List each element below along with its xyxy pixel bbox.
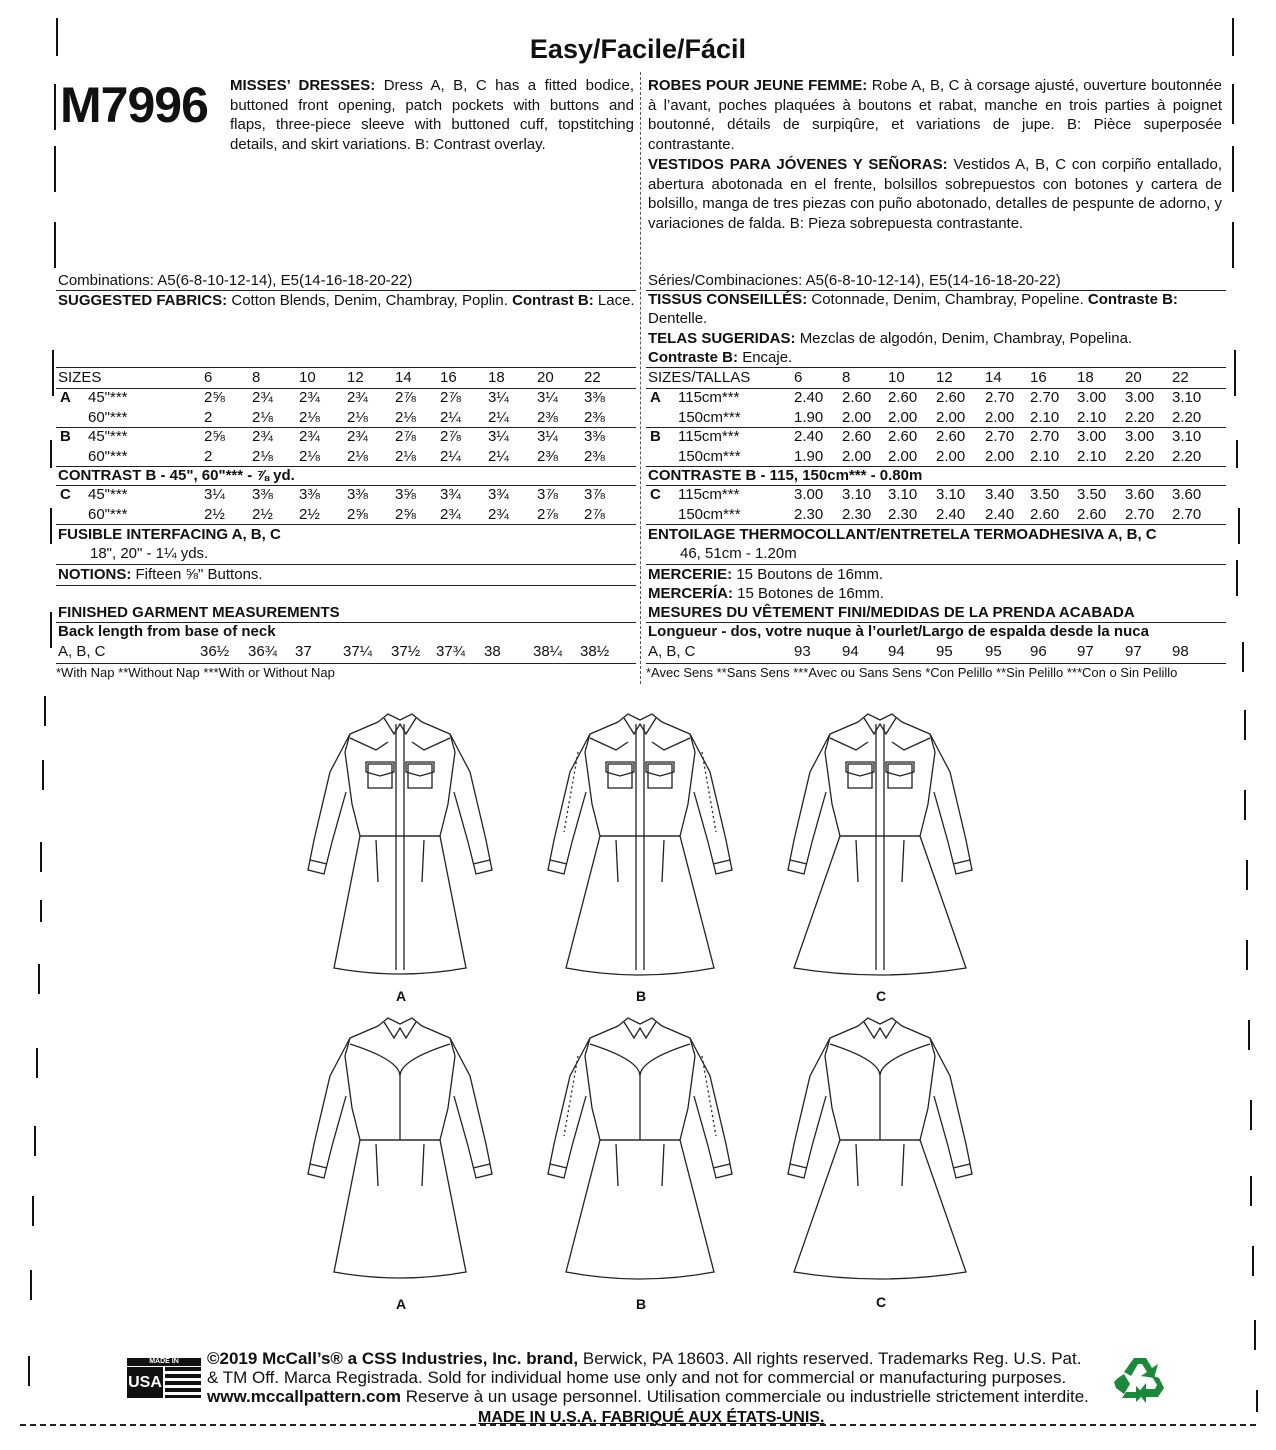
- crop-mark: [1242, 642, 1244, 672]
- yardage-cell: 3⅝: [395, 486, 416, 503]
- yardage-cell: 2.40: [985, 505, 1015, 523]
- view-label: A: [396, 1296, 407, 1312]
- size-label: 8: [252, 369, 261, 386]
- yardage-cell: 2⅝: [204, 389, 225, 406]
- description-es: VESTIDOS PARA JÓVENES Y SEÑORAS: Vestidos A, B, C con corpiño entallado, abertura abotonada en el frente, bolsillos sobrepuestos con botones y cartera de bolsillo, manga de tres piezas con puño abotonado, detalles de pespunte de adorno, y variaciones de falda. B: Pieza sobrepuesta contrastante.: [648, 156, 1223, 232]
- yardage-cell: 2.70: [1030, 428, 1060, 445]
- yardage-cell: 3.10: [936, 486, 966, 503]
- crop-mark: [54, 146, 56, 192]
- crop-mark: [28, 1356, 30, 1386]
- fabric-width: 60"***: [88, 447, 128, 465]
- yardage-cell: 3.00: [1077, 428, 1107, 445]
- size-label: 20: [537, 369, 554, 386]
- divider: [56, 524, 636, 525]
- size-label: 12: [347, 369, 364, 386]
- measure-value: 97: [1077, 643, 1094, 660]
- dress-front-b: [520, 712, 760, 992]
- yardage-cell: 2.10: [1030, 447, 1060, 465]
- yardage-cell: 2⅝: [347, 505, 368, 523]
- yardage-cell: 2¼: [440, 447, 461, 465]
- measure-value: 37½: [391, 643, 421, 660]
- copyright-line-3: www.mccallpattern.com Reserve à un usage personnel. Utilisation commerciale ou industrielle strictement interdite.: [207, 1387, 1089, 1406]
- notions: NOTIONS: Fifteen ⅝" Buttons.: [58, 566, 263, 583]
- divider: [56, 585, 636, 586]
- yardage-cell: 3¼: [488, 389, 509, 406]
- contrast-b: CONTRASTE B - 115, 150cm*** - 0.80m: [648, 467, 923, 484]
- crop-mark: [56, 18, 58, 56]
- view-label: C: [650, 486, 661, 503]
- yardage-cell: 2.60: [888, 428, 918, 445]
- yardage-cell: 3¾: [440, 486, 461, 503]
- yardage-cell: 3.40: [985, 486, 1015, 503]
- yardage-cell: 2.00: [936, 408, 966, 426]
- divider: [56, 367, 636, 368]
- yardage-cell: 3¼: [537, 389, 558, 406]
- yardage-cell: 2.60: [936, 428, 966, 445]
- measure-value: 38¼: [533, 643, 563, 660]
- yardage-cell: 2.10: [1030, 408, 1060, 426]
- yardage-cell: 3.50: [1077, 486, 1107, 503]
- crop-mark: [1232, 84, 1234, 124]
- measure-value: 37: [295, 643, 312, 660]
- yardage-cell: 3.10: [842, 486, 872, 503]
- divider: [646, 367, 1226, 368]
- yardage-cell: 2: [204, 408, 213, 426]
- yardage-cell: 2⅛: [395, 447, 416, 465]
- yardage-cell: 2.70: [1125, 505, 1155, 523]
- yardage-cell: 2¼: [488, 447, 509, 465]
- crop-mark: [54, 84, 56, 130]
- view-label: C: [876, 1294, 887, 1310]
- size-label: 12: [936, 369, 953, 386]
- yardage-cell: 2.60: [842, 428, 872, 445]
- crop-mark: [38, 964, 40, 994]
- sizes-header: SIZES: [58, 369, 102, 386]
- yardage-cell: 2⅞: [395, 428, 416, 445]
- yardage-cell: 2⅛: [252, 447, 273, 465]
- yardage-cell: 3.00: [1125, 389, 1155, 406]
- fabric-width: 150cm***: [678, 505, 741, 523]
- yardage-cell: 2.60: [888, 389, 918, 406]
- fabric-width: 115cm***: [678, 389, 740, 406]
- yardage-cell: 2.70: [1172, 505, 1202, 523]
- crop-mark: [1232, 18, 1234, 56]
- size-label: 6: [204, 369, 213, 386]
- yardage-cell: 3.00: [1125, 428, 1155, 445]
- notions-fr: MERCERIE: 15 Boutons de 16mm.: [648, 566, 884, 583]
- crop-mark: [42, 760, 44, 790]
- back-length-label: Longueur - dos, votre nuque à l’ourlet/Largo de espalda desde la nuca: [648, 623, 1149, 640]
- yardage-cell: 2⅛: [252, 408, 273, 426]
- yardage-cell: 2.20: [1125, 447, 1155, 465]
- crop-mark: [34, 1126, 36, 1156]
- yardage-cell: 3¼: [204, 486, 225, 503]
- size-label: 22: [1172, 369, 1189, 386]
- recycle-icon: [1114, 1354, 1166, 1404]
- measure-value: 37¾: [436, 643, 466, 660]
- view-label: B: [636, 988, 647, 1004]
- view-label: C: [60, 486, 71, 503]
- yardage-cell: 2⅜: [584, 447, 605, 465]
- yardage-cell: 2.10: [1077, 408, 1107, 426]
- crop-mark: [1252, 1246, 1254, 1276]
- size-label: 16: [440, 369, 457, 386]
- measure-value: 98: [1172, 643, 1189, 660]
- interfacing-label: ENTOILAGE THERMOCOLLANT/ENTRETELA TERMOADHESIVA A, B, C: [648, 526, 1157, 543]
- page-title: Easy/Facile/Fácil: [529, 34, 747, 64]
- size-label: 18: [1077, 369, 1094, 386]
- suggested-fabrics: SUGGESTED FABRICS: Cotton Blends, Denim, Chambray, Poplin. Contrast B: Lace.: [58, 292, 635, 309]
- made-in-usa-text: MADE IN U.S.A. FABRIQUÉ AUX ÉTATS-UNIS.: [478, 1409, 825, 1426]
- fabrics-fr: TISSUS CONSEILLÉS: Cotonnade, Denim, Chambray, Popeline. Contraste B:: [648, 291, 1178, 308]
- dress-front-c: [760, 712, 1000, 992]
- yardage-cell: 2½: [204, 505, 225, 523]
- copyright-line-1: ©2019 McCall’s® a CSS Industries, Inc. brand, Berwick, PA 18603. All rights reserved. Trademarks Reg. U.S. Pat.: [207, 1349, 1082, 1368]
- footnote: *With Nap **Without Nap ***With or Without Nap: [56, 665, 335, 680]
- yardage-cell: 2⅞: [584, 505, 605, 523]
- divider: [646, 524, 1226, 525]
- crop-mark: [1236, 440, 1238, 468]
- view-label: A: [396, 988, 407, 1004]
- size-label: 10: [888, 369, 905, 386]
- yardage-cell: 2⅛: [395, 408, 416, 426]
- measure-value: 37¼: [343, 643, 373, 660]
- yardage-cell: 2⅞: [440, 428, 461, 445]
- size-label: 14: [985, 369, 1002, 386]
- yardage-cell: 2¾: [252, 428, 273, 445]
- crop-mark: [1238, 508, 1240, 544]
- yardage-cell: 2.40: [794, 389, 824, 406]
- measure-value: 96: [1030, 643, 1047, 660]
- yardage-cell: 2¾: [347, 389, 368, 406]
- yardage-cell: 3⅜: [584, 428, 605, 445]
- yardage-cell: 3⅜: [252, 486, 273, 503]
- fabric-width: 115cm***: [678, 486, 740, 503]
- yardage-cell: 2¾: [488, 505, 509, 523]
- crop-mark: [1232, 222, 1234, 268]
- yardage-cell: 2.20: [1172, 447, 1202, 465]
- yardage-cell: 3.50: [1030, 486, 1060, 503]
- crop-mark: [44, 696, 46, 726]
- yardage-cell: 2.40: [936, 505, 966, 523]
- yardage-cell: 2.60: [1077, 505, 1107, 523]
- yardage-cell: 2.60: [936, 389, 966, 406]
- yardage-cell: 2¾: [252, 389, 273, 406]
- divider: [646, 564, 1226, 565]
- column-divider: [640, 72, 641, 684]
- yardage-cell: 2.60: [1030, 505, 1060, 523]
- fabric-width: 60"***: [88, 408, 128, 426]
- contrast-b: CONTRAST B - 45", 60"*** - ⅞ yd.: [58, 467, 295, 484]
- yardage-cell: 2.00: [936, 447, 966, 465]
- yardage-cell: 2.60: [842, 389, 872, 406]
- yardage-cell: 3.60: [1172, 486, 1202, 503]
- view-label: C: [876, 988, 887, 1004]
- measure-value: 97: [1125, 643, 1142, 660]
- yardage-cell: 3⅞: [537, 486, 558, 503]
- interfacing-amount: 46, 51cm - 1.20m: [680, 545, 797, 562]
- measure-value: 38: [484, 643, 501, 660]
- yardage-cell: 2.00: [985, 447, 1015, 465]
- size-label: 20: [1125, 369, 1142, 386]
- fabric-width: 45"***: [88, 428, 128, 445]
- view-label: B: [650, 428, 661, 445]
- yardage-cell: 2.70: [985, 389, 1015, 406]
- yardage-cell: 2¾: [299, 428, 320, 445]
- size-label: 16: [1030, 369, 1047, 386]
- yardage-cell: 2⅛: [299, 408, 320, 426]
- fabric-width: 45"***: [88, 486, 128, 503]
- dress-front-a: [280, 712, 520, 992]
- fabric-width: 150cm***: [678, 408, 741, 426]
- yardage-cell: 2¾: [299, 389, 320, 406]
- measure-value: 94: [842, 643, 859, 660]
- yardage-cell: 2⅞: [395, 389, 416, 406]
- crop-mark: [50, 508, 52, 544]
- yardage-cell: 3.10: [888, 486, 918, 503]
- description-en: MISSES’ DRESSES: Dress A, B, C has a fitted bodice, buttoned front opening, patch pockets with buttons and flaps, three-piece sleeve with buttoned cuff, topstitching details, and skirt variations. B: Contrast overlay.: [230, 77, 635, 153]
- contrast-es: Contraste B: Encaje.: [648, 349, 793, 366]
- crop-mark: [1236, 560, 1238, 596]
- yardage-cell: 2¾: [347, 428, 368, 445]
- yardage-cell: 3.60: [1125, 486, 1155, 503]
- yardage-cell: 2⅛: [299, 447, 320, 465]
- crop-mark: [36, 1048, 38, 1078]
- yardage-cell: 2⅜: [537, 408, 558, 426]
- yardage-cell: 3¼: [537, 428, 558, 445]
- measure-view-label: A, B, C: [58, 643, 106, 660]
- yardage-cell: 2.70: [1030, 389, 1060, 406]
- interfacing-amount: 18", 20" - 1¼ yds.: [90, 545, 209, 562]
- view-label: B: [60, 428, 71, 445]
- view-label: A: [60, 389, 71, 406]
- fabric-width: 150cm***: [678, 447, 741, 465]
- yardage-cell: 2: [204, 447, 213, 465]
- measure-value: 36½: [200, 643, 230, 660]
- yardage-cell: 3⅜: [347, 486, 368, 503]
- finished-measurements-label: MESURES DU VÊTEMENT FINI/MEDIDAS DE LA PRENDA ACABADA: [648, 604, 1135, 621]
- divider: [646, 663, 1226, 664]
- yardage-cell: 3¾: [488, 486, 509, 503]
- crop-mark: [30, 1270, 32, 1300]
- dress-back-c: [760, 1016, 1000, 1296]
- crop-mark: [1244, 710, 1246, 740]
- yardage-cell: 2⅛: [347, 408, 368, 426]
- yardage-cell: 2⅞: [440, 389, 461, 406]
- yardage-cell: 3.10: [1172, 428, 1202, 445]
- crop-mark: [50, 440, 52, 468]
- measure-value: 38½: [580, 643, 610, 660]
- size-label: 18: [488, 369, 505, 386]
- fabric-width: 60"***: [88, 505, 128, 523]
- notions-es: MERCERÍA: 15 Botones de 16mm.: [648, 585, 884, 602]
- yardage-cell: 2.00: [985, 408, 1015, 426]
- size-label: 8: [842, 369, 851, 386]
- made-in-usa-badge: MADE IN USA: [127, 1358, 201, 1398]
- yardage-cell: 2⅜: [584, 408, 605, 426]
- measure-value: 95: [936, 643, 953, 660]
- crop-mark: [32, 1196, 34, 1226]
- measure-value: 95: [985, 643, 1002, 660]
- yardage-cell: 2⅝: [204, 428, 225, 445]
- yardage-cell: 2.70: [985, 428, 1015, 445]
- back-length-label: Back length from base of neck: [58, 623, 276, 640]
- crop-mark: [40, 842, 42, 872]
- crop-mark: [1246, 940, 1248, 970]
- yardage-cell: 3⅞: [584, 486, 605, 503]
- dress-back-b: [520, 1016, 760, 1296]
- fabrics-es: TELAS SUGERIDAS: Mezclas de algodón, Denim, Chambray, Popelina.: [648, 330, 1133, 347]
- fabric-width: 115cm***: [678, 428, 740, 445]
- yardage-cell: 2½: [299, 505, 320, 523]
- crop-mark: [54, 222, 56, 268]
- crop-mark: [40, 900, 42, 922]
- yardage-cell: 2.20: [1172, 408, 1202, 426]
- yardage-cell: 2.10: [1077, 447, 1107, 465]
- interfacing-label: FUSIBLE INTERFACING A, B, C: [58, 526, 281, 543]
- crop-mark: [52, 350, 54, 396]
- description-fr: ROBES POUR JEUNE FEMME: Robe A, B, C à corsage ajusté, ouverture boutonnée à l’avant, poches plaquées à boutons et rabat, manche en trois parties à poignet boutonné, détails de surpiqûre, et variations de jupe. B: Pièce superposée contrastante.: [648, 77, 1222, 153]
- cut-line: [20, 1424, 1256, 1426]
- crop-mark: [1232, 146, 1234, 192]
- yardage-cell: 2.30: [888, 505, 918, 523]
- footnote: *Avec Sens **Sans Sens ***Avec ou Sans Sens *Con Pelillo **Sin Pelillo ***Con o Sin Pelillo: [646, 665, 1178, 680]
- view-label: B: [636, 1296, 647, 1312]
- crop-mark: [1254, 1320, 1256, 1350]
- yardage-cell: 2⅝: [395, 505, 416, 523]
- yardage-cell: 2⅛: [347, 447, 368, 465]
- measure-value: 36¾: [248, 643, 278, 660]
- yardage-cell: 2½: [252, 505, 273, 523]
- measure-value: 93: [794, 643, 811, 660]
- size-label: 10: [299, 369, 316, 386]
- yardage-cell: 3.10: [1172, 389, 1202, 406]
- yardage-cell: 2⅞: [537, 505, 558, 523]
- crop-mark: [50, 612, 52, 648]
- divider: [56, 663, 636, 664]
- size-label: 22: [584, 369, 601, 386]
- yardage-cell: 2.00: [842, 447, 872, 465]
- size-label: 6: [794, 369, 803, 386]
- size-label: 14: [395, 369, 412, 386]
- yardage-cell: 2⅜: [537, 447, 558, 465]
- yardage-cell: 2.30: [794, 505, 824, 523]
- yardage-cell: 2.20: [1125, 408, 1155, 426]
- crop-mark: [1244, 790, 1246, 820]
- yardage-cell: 2.40: [794, 428, 824, 445]
- combinations-fr-es: Séries/Combinaciones: A5(6-8-10-12-14), E5(14-16-18-20-22): [648, 272, 1061, 289]
- crop-mark: [1246, 860, 1248, 890]
- yardage-cell: 2.00: [842, 408, 872, 426]
- contrast-fr: Dentelle.: [648, 310, 708, 327]
- measure-view-label: A, B, C: [648, 643, 696, 660]
- view-label: A: [650, 389, 661, 406]
- yardage-cell: 2.30: [842, 505, 872, 523]
- crop-mark: [1250, 1100, 1252, 1130]
- crop-mark: [1256, 1390, 1258, 1412]
- crop-mark: [1234, 350, 1236, 396]
- yardage-cell: 2.00: [888, 408, 918, 426]
- crop-mark: [1250, 1176, 1252, 1206]
- crop-mark: [1248, 1020, 1250, 1050]
- yardage-cell: 1.90: [794, 408, 824, 426]
- yardage-cell: 3.00: [794, 486, 824, 503]
- yardage-cell: 3¼: [488, 428, 509, 445]
- sizes-header: SIZES/TALLAS: [648, 369, 751, 386]
- yardage-cell: 3⅜: [584, 389, 605, 406]
- finished-measurements-label: FINISHED GARMENT MEASUREMENTS: [58, 604, 340, 621]
- combinations: Combinations: A5(6-8-10-12-14), E5(14-16-18-20-22): [58, 272, 413, 289]
- yardage-cell: 1.90: [794, 447, 824, 465]
- divider: [56, 564, 636, 565]
- copyright-line-2: & TM Off. Marca Registrada. Sold for individual home use only and not for commercial or manufacturing purposes.: [207, 1368, 1067, 1387]
- pattern-code: M7996: [60, 77, 208, 133]
- yardage-cell: 3.00: [1077, 389, 1107, 406]
- yardage-cell: 2¼: [440, 408, 461, 426]
- yardage-cell: 2.00: [888, 447, 918, 465]
- dress-back-a: [280, 1016, 520, 1296]
- yardage-cell: 2¼: [488, 408, 509, 426]
- fabric-width: 45"***: [88, 389, 128, 406]
- yardage-cell: 2¾: [440, 505, 461, 523]
- measure-value: 94: [888, 643, 905, 660]
- yardage-cell: 3⅜: [299, 486, 320, 503]
